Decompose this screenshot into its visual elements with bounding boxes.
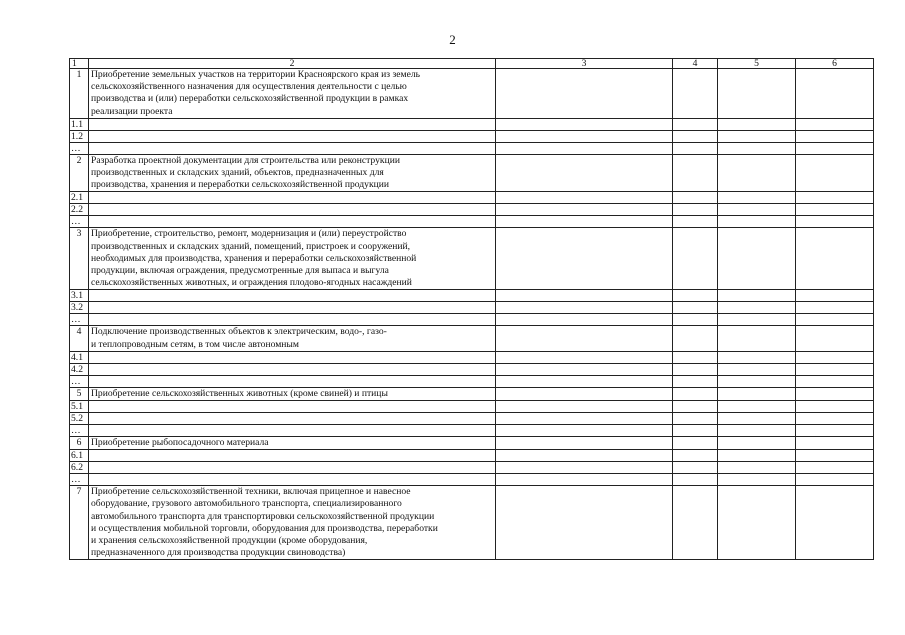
value-cell — [796, 118, 874, 130]
subitem-number: 1.1 — [70, 118, 89, 130]
subitem-row — [70, 130, 874, 142]
value-cell — [673, 216, 718, 228]
subitem-number: 6.1 — [70, 450, 89, 462]
value-cell — [718, 450, 796, 462]
subitem-number: 3.1 — [70, 290, 89, 302]
value-cell — [673, 204, 718, 216]
subitem-number: 5.2 — [70, 413, 89, 425]
value-cell — [89, 192, 496, 204]
value-cell — [796, 302, 874, 314]
value-cell — [673, 69, 718, 119]
column-header: 2 — [89, 59, 496, 69]
value-cell — [796, 387, 874, 400]
value-cell — [796, 154, 874, 192]
value-cell — [796, 142, 874, 154]
section-description: Подключение производственных объектов к электрическим, водо-, газо- и теплопроводным сетям, в том числе автономным — [89, 326, 496, 351]
section-row — [70, 154, 874, 192]
value-cell — [496, 462, 673, 474]
section-description: Приобретение земельных участков на территории Красноярского края из земель сельскохозяйственного назначения для осуществления деятельности с целью производства и (или) переработки сельскохозяйственной продукции в рамках реализации проекта — [89, 69, 496, 119]
value-cell — [718, 387, 796, 400]
value-cell — [89, 474, 496, 486]
value-cell — [718, 425, 796, 437]
value-cell — [89, 142, 496, 154]
value-cell — [496, 450, 673, 462]
subitem-number: … — [70, 216, 89, 228]
value-cell — [673, 474, 718, 486]
section-row — [70, 486, 874, 560]
subitem-row — [70, 204, 874, 216]
value-cell — [89, 118, 496, 130]
value-cell — [673, 437, 718, 450]
value-cell — [496, 326, 673, 351]
column-header: 1 — [70, 59, 89, 69]
section-description: Приобретение сельскохозяйственных животных (кроме свиней) и птицы — [89, 387, 496, 400]
value-cell — [718, 375, 796, 387]
subitem-number: 2.2 — [70, 204, 89, 216]
value-cell — [89, 302, 496, 314]
value-cell — [718, 314, 796, 326]
subitem-number: 1.2 — [70, 130, 89, 142]
value-cell — [796, 375, 874, 387]
subitem-number: … — [70, 375, 89, 387]
subitem-row — [70, 375, 874, 387]
subitem-row — [70, 351, 874, 363]
value-cell — [718, 216, 796, 228]
value-cell — [496, 290, 673, 302]
value-cell — [496, 363, 673, 375]
section-number: 2 — [70, 154, 89, 192]
value-cell — [89, 450, 496, 462]
value-cell — [496, 118, 673, 130]
value-cell — [89, 462, 496, 474]
section-description: Приобретение сельскохозяйственной техники, включая прицепное и навесное оборудование, грузового автомобильного транспорта, специализированного автомобильного транспорта для транспортировки сельскохозяйственной продукции и осуществления мобильной торговли, оборудования для производства, переработки и хранения сельскохозяйственной продукции (кроме оборудования, предназначенного для производства продукции свиноводства) — [89, 486, 496, 560]
value-cell — [718, 192, 796, 204]
section-row — [70, 228, 874, 290]
value-cell — [673, 351, 718, 363]
value-cell — [496, 437, 673, 450]
value-cell — [796, 228, 874, 290]
column-header: 6 — [796, 59, 874, 69]
value-cell — [796, 314, 874, 326]
value-cell — [673, 413, 718, 425]
value-cell — [718, 204, 796, 216]
value-cell — [496, 401, 673, 413]
value-cell — [673, 326, 718, 351]
value-cell — [796, 401, 874, 413]
subitem-row — [70, 290, 874, 302]
subitem-row — [70, 142, 874, 154]
value-cell — [673, 314, 718, 326]
value-cell — [718, 142, 796, 154]
value-cell — [796, 326, 874, 351]
value-cell — [796, 486, 874, 560]
value-cell — [89, 314, 496, 326]
value-cell — [496, 302, 673, 314]
value-cell — [718, 401, 796, 413]
value-cell — [796, 216, 874, 228]
value-cell — [89, 216, 496, 228]
value-cell — [796, 437, 874, 450]
value-cell — [496, 204, 673, 216]
value-cell — [496, 387, 673, 400]
value-cell — [673, 142, 718, 154]
value-cell — [496, 154, 673, 192]
value-cell — [796, 450, 874, 462]
value-cell — [496, 351, 673, 363]
value-cell — [718, 118, 796, 130]
value-cell — [89, 290, 496, 302]
section-number: 6 — [70, 437, 89, 450]
value-cell — [673, 290, 718, 302]
value-cell — [673, 401, 718, 413]
value-cell — [496, 425, 673, 437]
subitem-number: 3.2 — [70, 302, 89, 314]
value-cell — [718, 302, 796, 314]
subitem-number: … — [70, 425, 89, 437]
value-cell — [673, 375, 718, 387]
value-cell — [496, 142, 673, 154]
section-number: 4 — [70, 326, 89, 351]
subitem-row — [70, 314, 874, 326]
value-cell — [718, 462, 796, 474]
cost-table — [69, 58, 874, 560]
value-cell — [718, 69, 796, 119]
value-cell — [496, 228, 673, 290]
section-description: Приобретение рыбопосадочного материала — [89, 437, 496, 450]
value-cell — [496, 216, 673, 228]
value-cell — [796, 474, 874, 486]
value-cell — [89, 425, 496, 437]
subitem-row — [70, 302, 874, 314]
section-number: 5 — [70, 387, 89, 400]
value-cell — [796, 204, 874, 216]
value-cell — [673, 130, 718, 142]
section-row — [70, 69, 874, 119]
column-header: 5 — [718, 59, 796, 69]
value-cell — [89, 130, 496, 142]
subitem-row — [70, 425, 874, 437]
section-description: Разработка проектной документации для строительства или реконструкции производственных и складских зданий, объектов, предназначенных для производства, хранения и переработки сельскохозяйственной продукции — [89, 154, 496, 192]
section-row — [70, 437, 874, 450]
section-description: Приобретение, строительство, ремонт, модернизация и (или) переустройство производственных и складских зданий, помещений, пристроек и сооружений, необходимых для производства, хранения и переработки сельскохозяйственной продукции, включая ограждения, предусмотренные для выпаса и выгула сельскохозяйственных животных, и ограждения плодово-ягодных насаждений — [89, 228, 496, 290]
subitem-number: 6.2 — [70, 462, 89, 474]
value-cell — [718, 413, 796, 425]
value-cell — [89, 351, 496, 363]
section-row — [70, 387, 874, 400]
value-cell — [496, 413, 673, 425]
value-cell — [796, 413, 874, 425]
section-number: 1 — [70, 69, 89, 119]
subitem-row — [70, 118, 874, 130]
value-cell — [673, 486, 718, 560]
value-cell — [718, 154, 796, 192]
column-header: 4 — [673, 59, 718, 69]
table-body — [70, 59, 874, 560]
value-cell — [496, 192, 673, 204]
value-cell — [796, 192, 874, 204]
value-cell — [718, 363, 796, 375]
value-cell — [496, 314, 673, 326]
value-cell — [673, 425, 718, 437]
subitem-number: … — [70, 474, 89, 486]
subitem-number: 4.1 — [70, 351, 89, 363]
value-cell — [718, 486, 796, 560]
value-cell — [89, 413, 496, 425]
value-cell — [796, 351, 874, 363]
value-cell — [796, 69, 874, 119]
section-number: 3 — [70, 228, 89, 290]
subitem-number: … — [70, 142, 89, 154]
subitem-row — [70, 192, 874, 204]
value-cell — [673, 302, 718, 314]
value-cell — [673, 363, 718, 375]
subitem-row — [70, 462, 874, 474]
value-cell — [796, 425, 874, 437]
value-cell — [796, 462, 874, 474]
value-cell — [89, 204, 496, 216]
value-cell — [796, 290, 874, 302]
subitem-number: 2.1 — [70, 192, 89, 204]
subitem-number: 5.1 — [70, 401, 89, 413]
value-cell — [89, 401, 496, 413]
subitem-row — [70, 413, 874, 425]
subitem-row — [70, 474, 874, 486]
subitem-number: … — [70, 314, 89, 326]
value-cell — [89, 363, 496, 375]
subitem-row — [70, 401, 874, 413]
value-cell — [796, 363, 874, 375]
value-cell — [496, 375, 673, 387]
subitem-number: 4.2 — [70, 363, 89, 375]
value-cell — [796, 130, 874, 142]
value-cell — [673, 192, 718, 204]
value-cell — [673, 154, 718, 192]
value-cell — [673, 462, 718, 474]
value-cell — [496, 130, 673, 142]
value-cell — [718, 290, 796, 302]
value-cell — [673, 450, 718, 462]
value-cell — [718, 326, 796, 351]
value-cell — [718, 228, 796, 290]
header-row — [70, 59, 874, 69]
section-number: 7 — [70, 486, 89, 560]
value-cell — [718, 351, 796, 363]
value-cell — [496, 69, 673, 119]
value-cell — [89, 375, 496, 387]
page-number: 2 — [449, 32, 456, 47]
value-cell — [673, 228, 718, 290]
value-cell — [496, 474, 673, 486]
value-cell — [718, 130, 796, 142]
value-cell — [718, 474, 796, 486]
column-header: 3 — [496, 59, 673, 69]
value-cell — [673, 387, 718, 400]
subitem-row — [70, 363, 874, 375]
subitem-row — [70, 216, 874, 228]
section-row — [70, 326, 874, 351]
value-cell — [718, 437, 796, 450]
subitem-row — [70, 450, 874, 462]
value-cell — [673, 118, 718, 130]
value-cell — [496, 486, 673, 560]
